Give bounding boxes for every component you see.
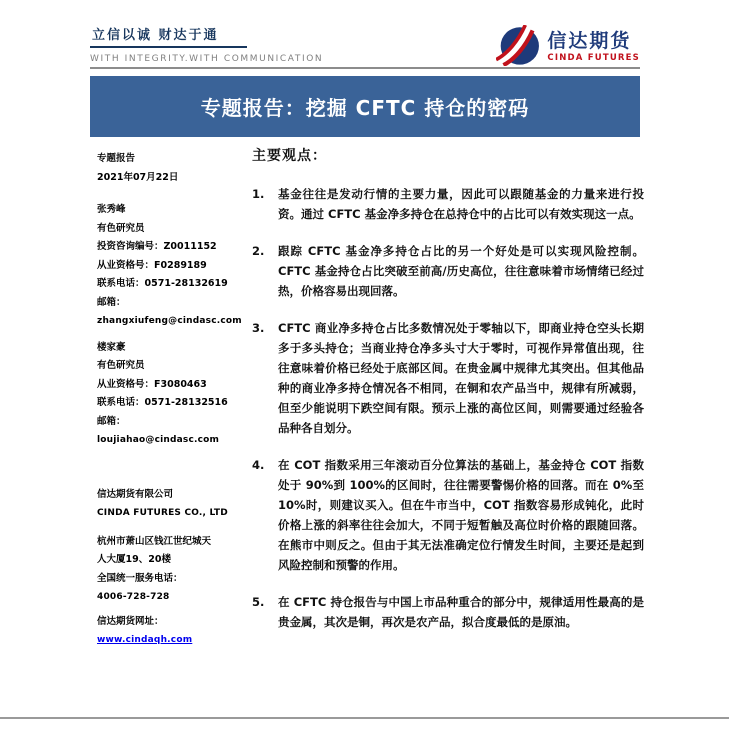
analyst-qualification: 从业资格号：F3080463 — [97, 378, 207, 390]
analyst-name: 楼家豪 — [97, 341, 126, 353]
cinda-swoosh-icon — [496, 25, 540, 70]
company-name-cn: 信达期货有限公司 — [97, 488, 174, 500]
website-label: 信达期货网址： — [97, 615, 164, 627]
website-link[interactable]: www.cindaqh.com — [97, 635, 193, 645]
footer-divider — [0, 717, 729, 719]
hotline-label: 全国统一服务电话： — [97, 572, 183, 584]
company-slogan — [90, 24, 323, 64]
website-block — [97, 613, 247, 650]
logo-chinese-name: 信达期货 — [547, 29, 632, 52]
analyst-title: 有色研究员 — [97, 360, 145, 371]
analyst-qualification: 从业资格号：F0289189 — [97, 259, 207, 271]
info-sidebar — [97, 150, 247, 650]
address-line: 杭州市萧山区钱江世纪城天 — [97, 535, 212, 547]
point-text: CFTC 商业净多持仓占比多数情况处于零轴以下，即商业持仓空头长期多于多头持仓；当商业持仓净多头寸大于零时，可视作异常值出现，往往意味着价格已经处于底部区间。在贵金属中规律尤其突出。但其他品种的商业净多持仓情况各不相同，在铜和农产品当中，规律有所减弱，但至少能说明下跌空间有限。预示上涨的高位区间，则需要通过经验各品种各自划分。 — [278, 321, 644, 435]
analyst-phone: 联系电话：0571-28132619 — [97, 278, 228, 289]
analyst-email-label: 邮箱： — [97, 415, 126, 427]
title-banner — [90, 76, 640, 137]
key-points-heading: 主要观点： — [252, 148, 327, 164]
point-text: 在 CFTC 持仓报告与中国上市品种重合的部分中，规律适用性最高的是贵金属，其次是铜，再次是农产品，拟合度最低的是原油。 — [278, 595, 644, 629]
analyst-title: 有色研究员 — [97, 222, 145, 234]
page-header — [90, 24, 640, 70]
point-text: 在 COT 指数采用三年滚动百分位算法的基础上，基金持仓 COT 指数处于 90%到 100%的区间时，往往需要警惕价格的回落。而在 0%至 10%时，则建议买入。但在牛市当中，COT 指数容易形成钝化，此时价格上涨的斜率往往会加大，不同于短暂触及高位时价格的跟随回落。在熊市中则反之。但由于其无法准确定位行情发生时间，主要还是起到风险控制和预警的作用。 — [278, 458, 644, 572]
slogan-english: WITH INTEGRITY.WITH COMMUNICATION — [90, 54, 324, 64]
point-number: 1. — [252, 187, 265, 201]
company-block — [97, 486, 247, 523]
analyst-phone: 联系电话：0571-28132516 — [97, 397, 228, 408]
point-text: 基金往往是发动行情的主要力量，因此可以跟随基金的力量来进行投资。通过 CFTC 基金净多持仓在总持仓中的占比可以有效实现这一点。 — [278, 187, 644, 221]
key-point-5 — [252, 592, 644, 632]
logo-english-name: CINDA FUTURES — [547, 53, 640, 64]
analyst-cert: 投资咨询编号：Z0011152 — [97, 241, 217, 252]
key-point-1 — [252, 184, 644, 224]
header-divider — [90, 67, 640, 69]
key-point-3 — [252, 318, 644, 438]
main-content — [252, 146, 644, 649]
address-block — [97, 533, 247, 607]
hotline-number: 4006-728-728 — [97, 592, 170, 602]
report-meta — [97, 150, 247, 187]
point-text: 跟踪 CFTC 基金净多持仓占比的另一个好处是可以实现风险控制。CFTC 基金持仓占比突破至前高/历史高位，往往意味着市场情绪已经过热，价格容易出现回落。 — [278, 244, 644, 298]
analyst-email: loujiahao@cindasc.com — [97, 435, 220, 445]
company-name-en: CINDA FUTURES CO., LTD — [97, 508, 228, 518]
point-number: 3. — [252, 321, 265, 335]
point-number: 5. — [252, 595, 265, 609]
analyst-block — [97, 339, 247, 450]
slogan-chinese: 立信以诚 财达于通 — [90, 24, 247, 48]
company-logo — [496, 25, 640, 70]
analyst-email: zhangxiufeng@cindasc.com — [97, 316, 242, 326]
analyst-email-label: 邮箱： — [97, 296, 126, 308]
point-number: 2. — [252, 244, 265, 258]
report-type: 专题报告 — [97, 153, 136, 164]
analyst-name: 张秀峰 — [97, 204, 126, 215]
key-point-2 — [252, 241, 644, 301]
logo-wordmark — [547, 29, 640, 64]
point-number: 4. — [252, 458, 265, 472]
key-point-4 — [252, 455, 644, 575]
analyst-block — [97, 201, 247, 331]
report-title: 专题报告：挖掘 CFTC 持仓的密码 — [200, 96, 530, 120]
report-date: 2021年07月22日 — [97, 171, 179, 183]
address-line: 人大厦19、20楼 — [97, 554, 171, 565]
